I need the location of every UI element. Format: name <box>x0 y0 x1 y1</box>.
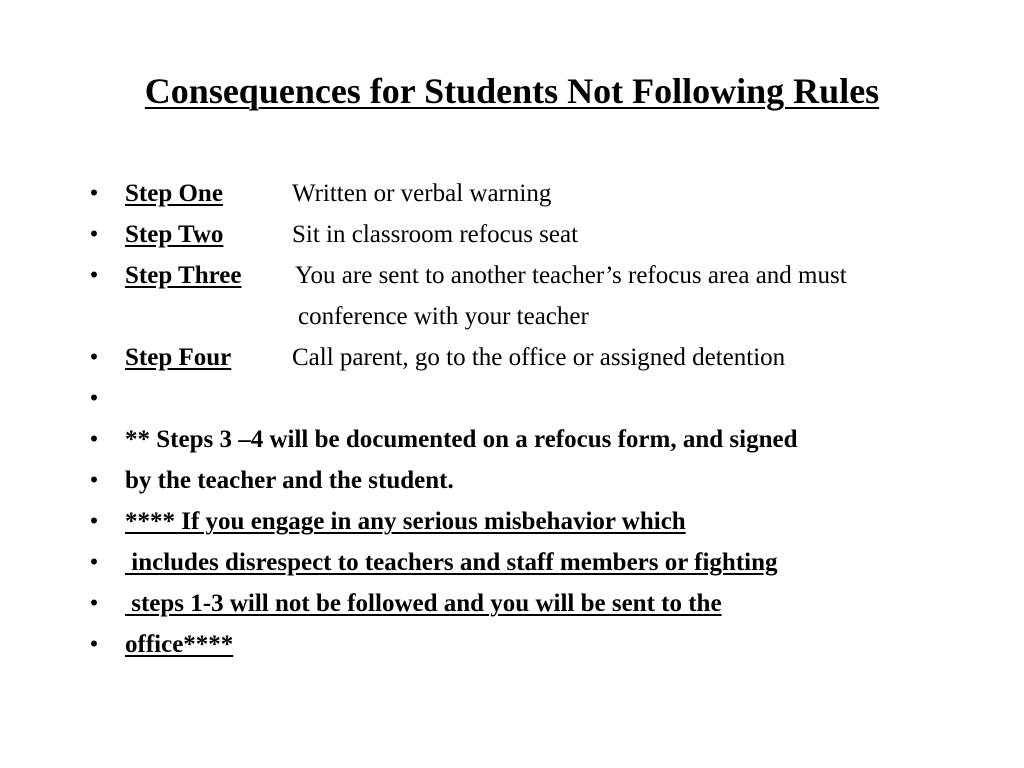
warning-text: **** If you engage in any serious misbehavior which <box>125 508 686 535</box>
bullet-icon: • <box>89 344 99 371</box>
bullet-icon: • <box>89 180 99 207</box>
warning-text: includes disrespect to teachers and staff members or fighting <box>125 549 778 576</box>
bullet-icon: • <box>89 221 99 248</box>
note-text: by the teacher and the student. <box>125 467 454 494</box>
bullet-icon: • <box>89 631 99 658</box>
bullet-icon: • <box>89 549 99 576</box>
note-text: ** Steps 3 –4 will be documented on a refocus form, and signed <box>125 426 798 453</box>
step-label: Step One <box>125 180 223 207</box>
step-description: You are sent to another teacher’s refocus area and must <box>295 262 847 289</box>
step-description: Written or verbal warning <box>292 180 552 207</box>
bullet-icon: • <box>89 262 99 289</box>
bullet-icon: • <box>89 467 99 494</box>
step-label: Step Four <box>125 344 232 371</box>
bullet-icon: • <box>89 426 99 453</box>
step-label: Step Three <box>125 262 242 289</box>
bullet-icon: • <box>89 385 99 412</box>
step-description-continuation: conference with your teacher <box>298 303 589 330</box>
warning-text: office**** <box>125 631 234 658</box>
step-description: Sit in classroom refocus seat <box>292 221 579 248</box>
slide-title: Consequences for Students Not Following Rules <box>144 71 880 111</box>
step-label: Step Two <box>125 221 224 248</box>
step-description: Call parent, go to the office or assigned detention <box>292 344 786 371</box>
warning-text: steps 1-3 will not be followed and you will be sent to the <box>125 590 722 617</box>
bullet-icon: • <box>89 508 99 535</box>
bullet-icon: • <box>89 590 99 617</box>
